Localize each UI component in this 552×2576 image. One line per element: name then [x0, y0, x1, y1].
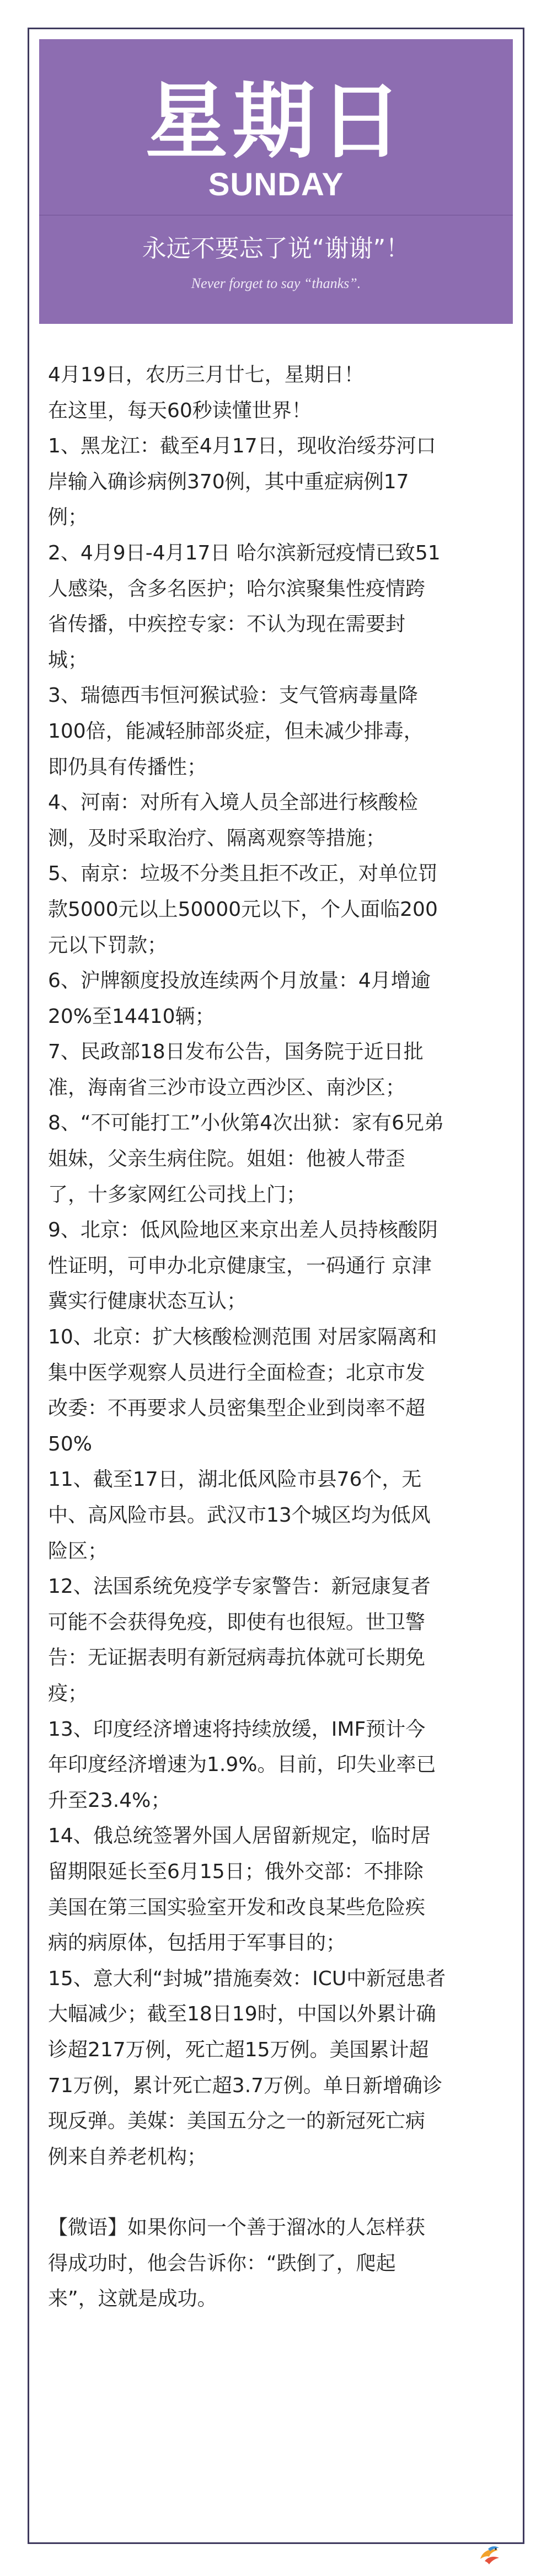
banner-divider [39, 215, 513, 216]
spacer [48, 2175, 506, 2210]
news-item: 4、河南：对所有入境人员全部进行核酸检 测，及时采取治疗、隔离观察等措施； [48, 791, 418, 850]
news-item: 13、印度经济增速将持续放缓，IMF预计今 年印度经济增速为1.9%。目前，印失业率已 升至23.4%； [48, 1718, 436, 1812]
day-title-cn: 星期日 [145, 74, 407, 170]
news-item: 11、截至17日，湖北低风险市县76个，无 中、高风险市县。武汉市13个城区均为低风 险区； [48, 1468, 431, 1562]
day-title-en: SUNDAY [208, 167, 344, 202]
motto-cn: 永远不要忘了说“谢谢”！ [142, 234, 410, 263]
article-frame [28, 28, 524, 2544]
intro-date: 4月19日，农历三月廿七，星期日！ [48, 364, 364, 386]
news-content [48, 358, 506, 2317]
news-item: 7、民政部18日发布公告，国务院于近日批 准，海南省三沙市设立西沙区、南沙区； [48, 1041, 424, 1099]
news-item: 10、北京：扩大核酸检测范围 对居家隔离和 集中医学观察人员进行全面检查；北京市发 改委：不再要求人员密集型企业到岗率不超 50% [48, 1326, 437, 1455]
news-item: 8、“不可能打工”小伙第4次出狱：家有6兄弟 姐妹，父亲生病住院。姐姐：他被人带歪 了，十多家网红公司找上门； [48, 1112, 444, 1206]
news-item: 15、意大利“封城”措施奏效：ICU中新冠患者 大幅减少；截至18日19时，中国以外累计确 诊超217万例，死亡超15万例。美国累计超 71万例，累计死亡超3.7万例。单日新增确诊 现反弹。美媒：美国五分之一的新冠死亡病 例来自养老机构； [48, 1967, 446, 2168]
bird-logo-icon [477, 2542, 502, 2568]
news-item: 5、南京：垃圾不分类且拒不改正，对单位罚 款5000元以上50000元以下，个人面临200 元以下罚款； [48, 862, 438, 957]
news-item: 1、黑龙江：截至4月17日，现收治绥芬河口 岸输入确诊病例370例，其中重症病例17 例； [48, 435, 436, 529]
news-item: 14、俄总统签署外国人居留新规定，临时居 留期限延长至6月15日；俄外交部：不排除 美国在第三国实验室开发和改良某些危险疾 病的病原体，包括用于军事目的； [48, 1825, 431, 1955]
day-banner [39, 39, 513, 324]
motto-en: Never forget to say “thanks”. [191, 275, 361, 291]
news-item: 12、法国系统免疫学专家警告：新冠康复者 可能不会获得免疫，即使有也很短。世卫警 告：无证据表明有新冠病毒抗体就可长期免 疫； [48, 1575, 431, 1705]
intro-tagline: 在这里，每天60秒读懂世界！ [48, 399, 312, 422]
news-item: 3、瑞德西韦恒河猴试验：支气管病毒量降 100倍，能减轻肺部炎症，但未减少排毒， 即仍具有传播性； [48, 684, 424, 778]
quote-text: 【微语】如果你问一个善于溜冰的人怎样获 得成功时，他会告诉你：“跌倒了，爬起 来”，这就是成功。 [48, 2216, 426, 2311]
news-item: 9、北京：低风险地区来京出差人员持核酸阴 性证明，可申办北京健康宝，一码通行 京津 冀实行健康状态互认； [48, 1219, 438, 1313]
news-item: 2、4月9日-4月17日 哈尔滨新冠疫情已致51 人感染，含多名医护；哈尔滨聚集性疫情跨 省传播，中疾控专家：不认为现在需要封 城； [48, 541, 441, 671]
news-item: 6、沪牌额度投放连续两个月放量：4月增逾 20%至14410辆； [48, 969, 431, 1028]
